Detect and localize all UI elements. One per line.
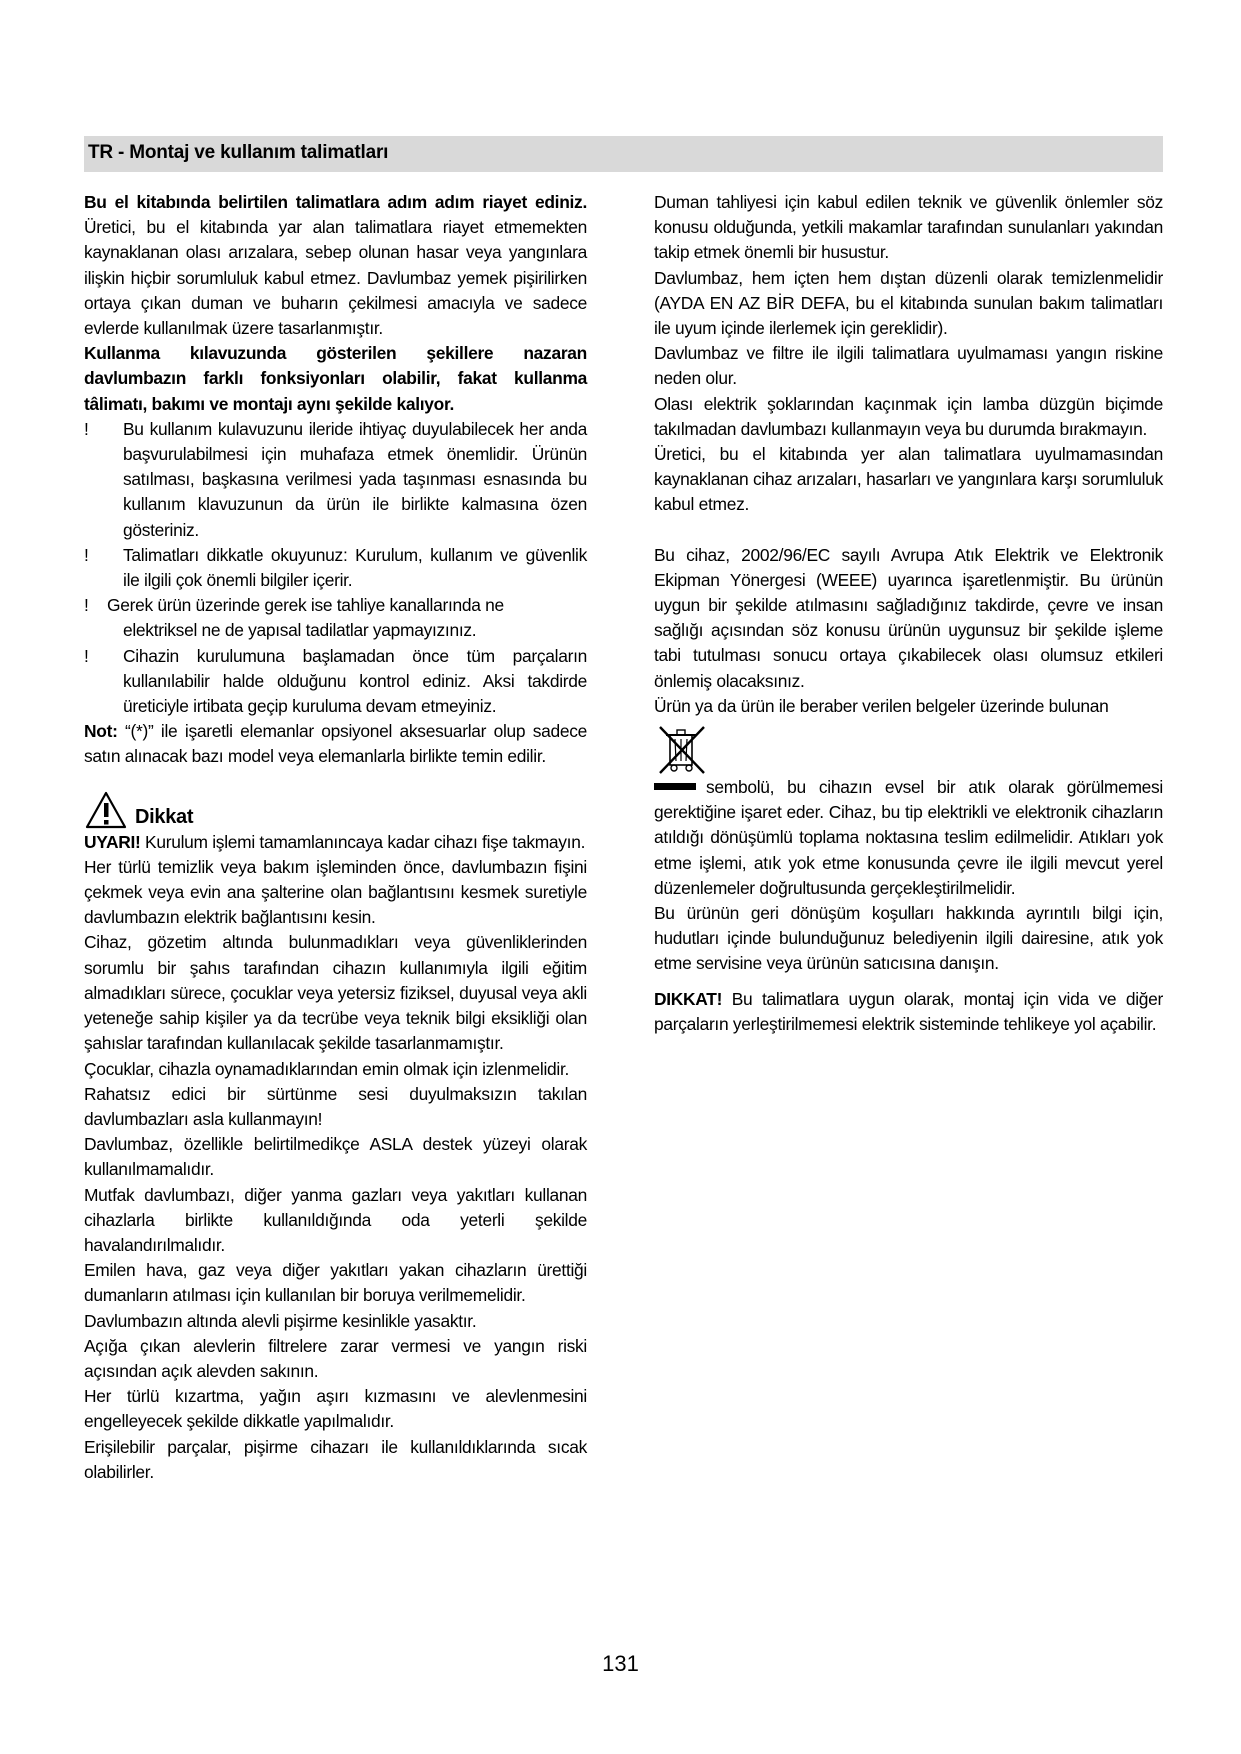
warning-paragraph: Davlumbazın altında alevli pişirme kesinlikle yasaktır. bbox=[84, 1310, 477, 1331]
weee-intro: Ürün ya da ürün ile beraber verilen belgeler üzerinde bulunan bbox=[654, 695, 1109, 716]
dikkat-label: Dikkat bbox=[135, 805, 194, 828]
bullet-mark: ! bbox=[84, 595, 89, 616]
crossed-bin-icon bbox=[654, 723, 710, 775]
bold-paragraph: Kullanma kılavuzunda gösterilen şekillere nazaran davlumbazın farklı fonksiyonları olabilir, fakat kullanma tâlimatı, bakımı ve montajı aynı şekilde kalıyor. bbox=[84, 343, 587, 414]
dikkat-heading bbox=[84, 790, 587, 830]
bullet-item: ! Talimatları dikkatle okuyunuz: Kurulum, kullanım ve güvenlik ile ilgili çok önemli bilgiler içerir. bbox=[84, 544, 587, 591]
recycle-paragraph: Bu ürünün geri dönüşüm koşulları hakkında ayrıntılı bilgi için, hudutları içinde bulunduğunuz belediyenin ilgili dairesine, atık yok etme servisine veya ürünün satıcısına danışın. bbox=[654, 903, 1163, 974]
warning-paragraph: Her türlü temizlik veya bakım işleminden önce, davlumbazın fişini çekmek veya evin ana şalterine olan bağlantısını kesmek suretiyle davlumbazın elektrik bağlantısını kesin. bbox=[84, 856, 587, 928]
bullet-mark: ! bbox=[84, 645, 89, 666]
bullet-item: ! Bu kullanım kulavuzunu ileride ihtiyaç duyulabilecek her anda başvurulabilmesi için muhafaza etmek önemlidir. Ürünün satılması, başkasına verilmesi yada taşınması esnasında bu kullanım klavuzunun da ürün ile birlikte kalmasına özen gösteriniz. bbox=[84, 418, 587, 540]
page-number: 131 bbox=[602, 1651, 639, 1676]
info-paragraph: Davlumbaz, hem içten hem dıştan düzenli olarak temizlenmelidir (AYDA EN AZ BİR DEFA, bu el kitabında sunulan bakım talimatları ile uyum içinde ilerlemek için gereklidir). bbox=[654, 267, 1163, 339]
bullet-mark: ! bbox=[84, 544, 89, 565]
weee-symbol-paragraph: sembolü, bu cihazın evsel bir atık olarak görülmemesi gerektiğine işaret eder. Cihaz, bu tip elektrikli ve elektronik cihazların atıldığı dönüşümlü toplama noktasına teslim edilmelidir. Atıkları yok etme işlemi, atık yok etme konusunda çevre ile ilgili mevcut yerel düzenlemeler doğrultusunda gerçekleştirilmelidir. bbox=[654, 777, 1163, 898]
bullet-mark: ! bbox=[84, 418, 89, 439]
bullet-item: ! Cihazin kurulumuna başlamadan önce tüm parçaların kullanılabilir halde olduğunu kontrol ediniz. Aksi takdirde üreticiyle irtibata geçip kuruluma devam etmeyiniz. bbox=[84, 645, 587, 717]
warning-paragraph: Çocuklar, cihazla oynamadıklarından emin olmak için izlenmelidir. bbox=[84, 1058, 570, 1079]
spacer bbox=[654, 977, 1163, 987]
weee-bar-icon bbox=[654, 783, 696, 790]
section-header bbox=[84, 136, 1163, 172]
weee-paragraph: Bu cihaz, 2002/96/EC sayılı Avrupa Atık Elektrik ve Elektronik Ekipman Yönergesi (WEEE) uyarınca işaretlenmiştir. Bu ürünün uygun bir şekilde atılmasını sağladığınız takdirde, çevre ve insan sağlığı açısından söz konusu ürünün uygunsuz bir şekilde işleme tabi tutulması sonucu ortaya çıkabilecek olası olumsuz etkileri önlemiş olacaksınız. bbox=[654, 544, 1163, 691]
left-column bbox=[84, 190, 587, 1485]
warning-paragraph: Mutfak davlumbazı, diğer yanma gazları veya yakıtları kullanan cihazlarla birlikte kullanıldığında oda yeterli şekilde havalandırılmalıdır. bbox=[84, 1184, 587, 1255]
info-paragraph: Üretici, bu el kitabında yer alan talimatlara uyulmamasından kaynaklanan cihaz arızaları, hasarları ve yangınlara karşı sorumluluk kabul etmez. bbox=[654, 444, 1163, 515]
warning-paragraph: Emilen hava, gaz veya diğer yakıtları yakan cihazların ürettiği dumanların atılması için kullanılan bir boruya verilmemelidir. bbox=[84, 1260, 587, 1306]
spacer bbox=[654, 518, 1163, 543]
warning-paragraph: Açığa çıkan alevlerin filtrelere zarar vermesi ve yangın riski açısından açık alevden sakının. bbox=[84, 1335, 587, 1381]
info-paragraph: Davlumbaz ve filtre ile ilgili talimatlara uyulmaması yangın riskine neden olur. bbox=[654, 343, 1163, 389]
warning-paragraph: Her türlü kızartma, yağın aşırı kızmasını ve alevlenmesini engelleyecek şekilde dikkatle yapılmalıdır. bbox=[84, 1386, 587, 1432]
warning-paragraph: Cihaz, gözetim altında bulunmadıkları veya güvenliklerinden sorumlu bir şahıs tarafından cihazın kullanımıyla ilgili eğitim almadıkları sürece, çocuklar veya yetersiz fiziksel, duyusal veya akli yeteneğe sahip kişiler ya da tecrübe veya teknik bilgi eksikliği olan şahıslar tarafından kullanılacak şekilde tasarlanmamıştır. bbox=[84, 932, 587, 1054]
info-paragraph: Olası elektrik şoklarından kaçınmak için lamba düzgün biçimde takılmadan davlumbazı kullanmayın veya bu durumda bırakmayın. bbox=[654, 393, 1163, 439]
right-column bbox=[654, 190, 1163, 1037]
warning-paragraph: Erişilebilir parçalar, pişirme cihazarı ile kullanıldıklarında sıcak olabilirler. bbox=[84, 1436, 587, 1482]
section-title: TR - Montaj ve kullanım talimatları bbox=[88, 142, 389, 163]
warning-paragraph: Rahatsız edici bir sürtünme sesi duyulmaksızın takılan davlumbazları asla kullanmayın! bbox=[84, 1083, 587, 1129]
bullet-item: ! Gerek ürün üzerinde gerek ise tahliye kanallarında ne elektriksel ne de yapısal tadilatlar yapmayızınız. bbox=[84, 595, 504, 641]
info-paragraph: Duman tahliyesi için kabul edilen teknik ve güvenlik önlemler söz konusu olduğunda, yetkili makamlar tarafından sunulanları yakından takip etmek önemli bir husustur. bbox=[654, 192, 1163, 263]
weee-symbol bbox=[654, 719, 1163, 775]
warning-icon bbox=[84, 790, 128, 830]
note-paragraph: Not: “(*)” ile işaretli elemanlar opsiyonel aksesuarlar olup sadece satın alınacak bazı model veya elemanlarla birlikte temin edilir. bbox=[84, 721, 587, 767]
dikkat-paragraph: DIKKAT! Bu talimatlara uygun olarak, montaj için vida ve diğer parçaların yerleştirilmemesi elektrik sisteminde tehlikeye yol açabilir. bbox=[654, 988, 1163, 1034]
uyari-paragraph: UYARI! Kurulum işlemi tamamlanıncaya kadar cihazı fişe takmayın. bbox=[84, 831, 586, 852]
warning-paragraph: Davlumbaz, özellikle belirtilmedikçe ASLA destek yüzeyi olarak kullanılmamalıdır. bbox=[84, 1134, 587, 1180]
intro-paragraph: Bu el kitabında belirtilen talimatlara adım adım riayet ediniz. Üretici, bu el kitabında yar alan talimatlara riayet etmemekten kaynaklanan olası arızalara, sebep olunan hasar veya yangınlara ilişkin hiçbir sorumluluk kabul etmez. Davlumbaz yemek pişirilirken ortaya çıkan duman ve buharın çekilmesi amacıyla ve sadece evlerde kullanılmak üzere tasarlanmıştır. bbox=[84, 192, 587, 339]
